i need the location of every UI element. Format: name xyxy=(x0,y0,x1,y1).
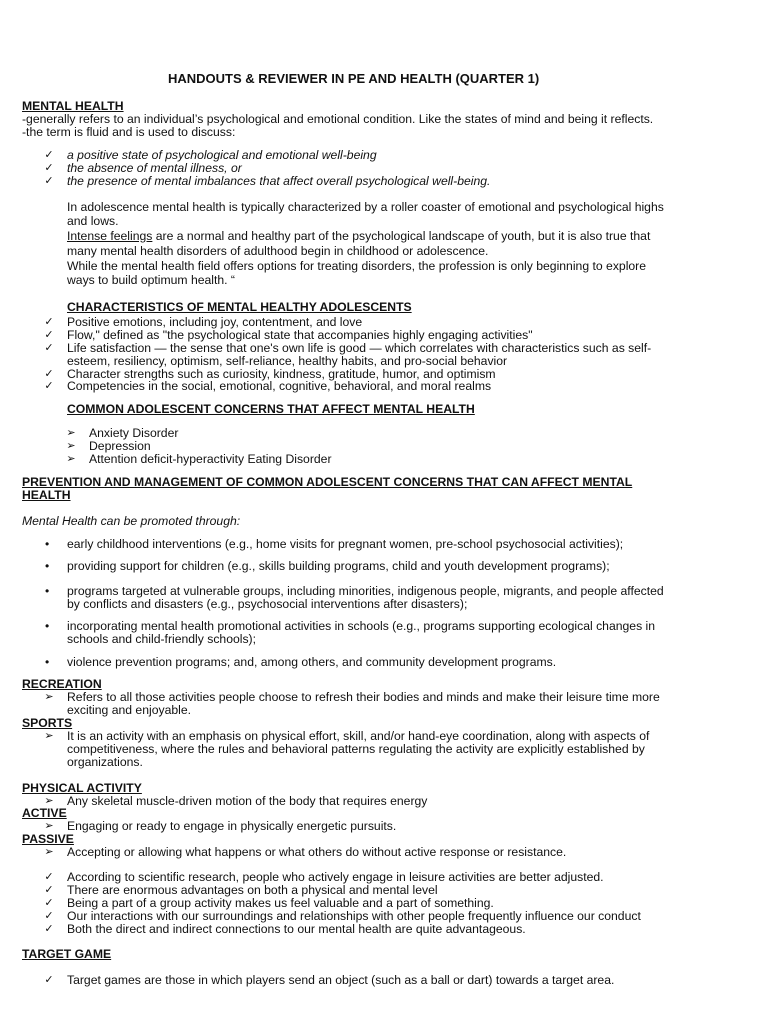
passive-heading: PASSIVE xyxy=(22,832,74,846)
intense-feelings-text: are a normal and healthy part of the psychological landscape of youth, but it is also true that xyxy=(152,229,651,243)
active-line: Engaging or ready to engage in physically energetic pursuits. xyxy=(67,819,397,833)
recreation-heading: RECREATION xyxy=(22,677,102,691)
sports-line-1: It is an activity with an emphasis on physical effort, skill, and/or hand-eye coordination, along with aspects of xyxy=(67,729,650,743)
prevention-heading-line-1: PREVENTION AND MANAGEMENT OF COMMON ADOLESCENT CONCERNS THAT CAN AFFECT MENTAL xyxy=(22,475,633,489)
characteristics-heading: CHARACTERISTICS OF MENTAL HEALTHY ADOLESCENTS xyxy=(67,300,412,314)
treatment-paragraph-line-1: While the mental health field offers options for treating disorders, the profession is only beginning to explore xyxy=(67,259,647,273)
bullet-icon: • xyxy=(45,619,50,633)
check-icon: ✓ xyxy=(44,871,54,883)
intense-feelings-line-2: many mental health disorders of adulthood begin in childhood or adolescence. xyxy=(67,244,489,258)
check-icon: ✓ xyxy=(44,342,54,354)
physical-activity-heading: PHYSICAL ACTIVITY xyxy=(22,781,142,795)
treatment-paragraph-line-2: ways to build optimum health. “ xyxy=(67,273,235,287)
characteristic-item-5: Competencies in the social, emotional, cognitive, behavioral, and moral realms xyxy=(67,379,492,393)
characteristic-item-3-cont: esteem, resiliency, optimism, self-reliance, healthy habits, and pro-social behavior xyxy=(67,354,508,368)
benefit-item-2: There are enormous advantages on both a physical and mental level xyxy=(67,883,438,897)
prevention-bullet-3-line-2: by conflicts and disasters (e.g., psychosocial interventions after disasters); xyxy=(67,597,468,611)
mental-health-line-1: -generally refers to an individual’s psychological and emotional condition. Like the states of mind and being it reflects. xyxy=(22,112,654,126)
bullet-icon: • xyxy=(45,655,50,669)
bullet-icon: • xyxy=(45,537,50,551)
mental-health-check-2: the absence of mental illness, or xyxy=(67,161,242,175)
recreation-line-2: exciting and enjoyable. xyxy=(67,703,191,717)
concern-item-3: Attention deficit-hyperactivity Eating Disorder xyxy=(89,452,332,466)
check-icon: ✓ xyxy=(44,175,54,187)
prevention-bullet-4-line-1: incorporating mental health promotional activities in schools (e.g., programs supporting ecological changes in xyxy=(67,619,656,633)
physical-activity-line: Any skeletal muscle-driven motion of the body that requires energy xyxy=(67,794,428,808)
check-icon: ✓ xyxy=(44,329,54,341)
arrow-icon: ➢ xyxy=(66,440,76,452)
benefit-item-3: Being a part of a group activity makes us feel valuable and a part of something. xyxy=(67,896,494,910)
recreation-line-1: Refers to all those activities people choose to refresh their bodies and minds and make their leisure time more xyxy=(67,690,660,704)
characteristic-item-4: Character strengths such as curiosity, kindness, gratitude, humor, and optimism xyxy=(67,367,496,381)
sports-line-2: competitiveness, where the rules and behavioral patterns regulating the activity are explicitly established by xyxy=(67,742,645,756)
prevention-bullet-1: early childhood interventions (e.g., home visits for pregnant women, pre-school psychosocial activities); xyxy=(67,537,624,551)
bullet-icon: • xyxy=(45,584,50,598)
sports-heading: SPORTS xyxy=(22,716,73,730)
mental-health-check-3: the presence of mental imbalances that affect overall psychological well-being. xyxy=(67,174,491,188)
arrow-icon: ➢ xyxy=(44,795,54,807)
check-icon: ✓ xyxy=(44,923,54,935)
prevention-bullet-5: violence prevention programs; and, among others, and community development programs. xyxy=(67,655,557,669)
characteristic-item-3: Life satisfaction — the sense that one's own life is good — which correlates with characteristics such as self- xyxy=(67,341,652,355)
check-icon: ✓ xyxy=(44,897,54,909)
prevention-heading-line-2: HEALTH xyxy=(22,488,71,502)
characteristic-item-2: Flow," defined as "the psychological state that accompanies highly engaging activities" xyxy=(67,328,533,342)
mental-health-check-1: a positive state of psychological and emotional well-being xyxy=(67,148,377,162)
arrow-icon: ➢ xyxy=(44,691,54,703)
adolescence-paragraph-line-2: and lows. xyxy=(67,214,119,228)
benefit-item-5: Both the direct and indirect connections to our mental health are quite advantageous. xyxy=(67,922,526,936)
concern-item-2: Depression xyxy=(89,439,151,453)
check-icon: ✓ xyxy=(44,316,54,328)
target-game-line: Target games are those in which players send an object (such as a ball or dart) towards a target area. xyxy=(67,973,615,987)
check-icon: ✓ xyxy=(44,974,54,986)
arrow-icon: ➢ xyxy=(44,730,54,742)
intense-feelings-line-1 xyxy=(67,230,650,243)
check-icon: ✓ xyxy=(44,149,54,161)
prevention-intro: Mental Health can be promoted through: xyxy=(22,514,241,528)
check-icon: ✓ xyxy=(44,380,54,392)
page-title: HANDOUTS & REVIEWER IN PE AND HEALTH (QUARTER 1) xyxy=(168,71,540,86)
check-icon: ✓ xyxy=(44,884,54,896)
mental-health-heading: MENTAL HEALTH xyxy=(22,99,124,113)
prevention-bullet-2: providing support for children (e.g., skills building programs, child and youth development programs); xyxy=(67,559,610,573)
concerns-heading: COMMON ADOLESCENT CONCERNS THAT AFFECT MENTAL HEALTH xyxy=(67,402,475,416)
characteristic-item-1: Positive emotions, including joy, contentment, and love xyxy=(67,315,363,329)
sports-line-3: organizations. xyxy=(67,755,143,769)
intense-feelings-term: Intense feelings xyxy=(67,229,153,243)
arrow-icon: ➢ xyxy=(44,846,54,858)
active-heading: ACTIVE xyxy=(22,806,67,820)
check-icon: ✓ xyxy=(44,162,54,174)
benefit-item-4: Our interactions with our surroundings and relationships with other people frequently influence our conduct xyxy=(67,909,641,923)
bullet-icon: • xyxy=(45,559,50,573)
prevention-bullet-3-line-1: programs targeted at vulnerable groups, including minorities, indigenous people, migrants, and people affected xyxy=(67,584,664,598)
adolescence-paragraph-line-1: In adolescence mental health is typically characterized by a roller coaster of emotional and psychological highs xyxy=(67,200,664,214)
check-icon: ✓ xyxy=(44,368,54,380)
passive-line: Accepting or allowing what happens or what others do without active response or resistance. xyxy=(67,845,567,859)
check-icon: ✓ xyxy=(44,910,54,922)
target-game-heading: TARGET GAME xyxy=(22,947,112,961)
arrow-icon: ➢ xyxy=(66,427,76,439)
arrow-icon: ➢ xyxy=(66,453,76,465)
prevention-bullet-4-line-2: schools and child-friendly schools); xyxy=(67,632,256,646)
arrow-icon: ➢ xyxy=(44,820,54,832)
concern-item-1: Anxiety Disorder xyxy=(89,426,179,440)
benefit-item-1: According to scientific research, people who actively engage in leisure activities are better adjusted. xyxy=(67,870,604,884)
mental-health-line-2: -the term is fluid and is used to discuss: xyxy=(22,125,236,139)
